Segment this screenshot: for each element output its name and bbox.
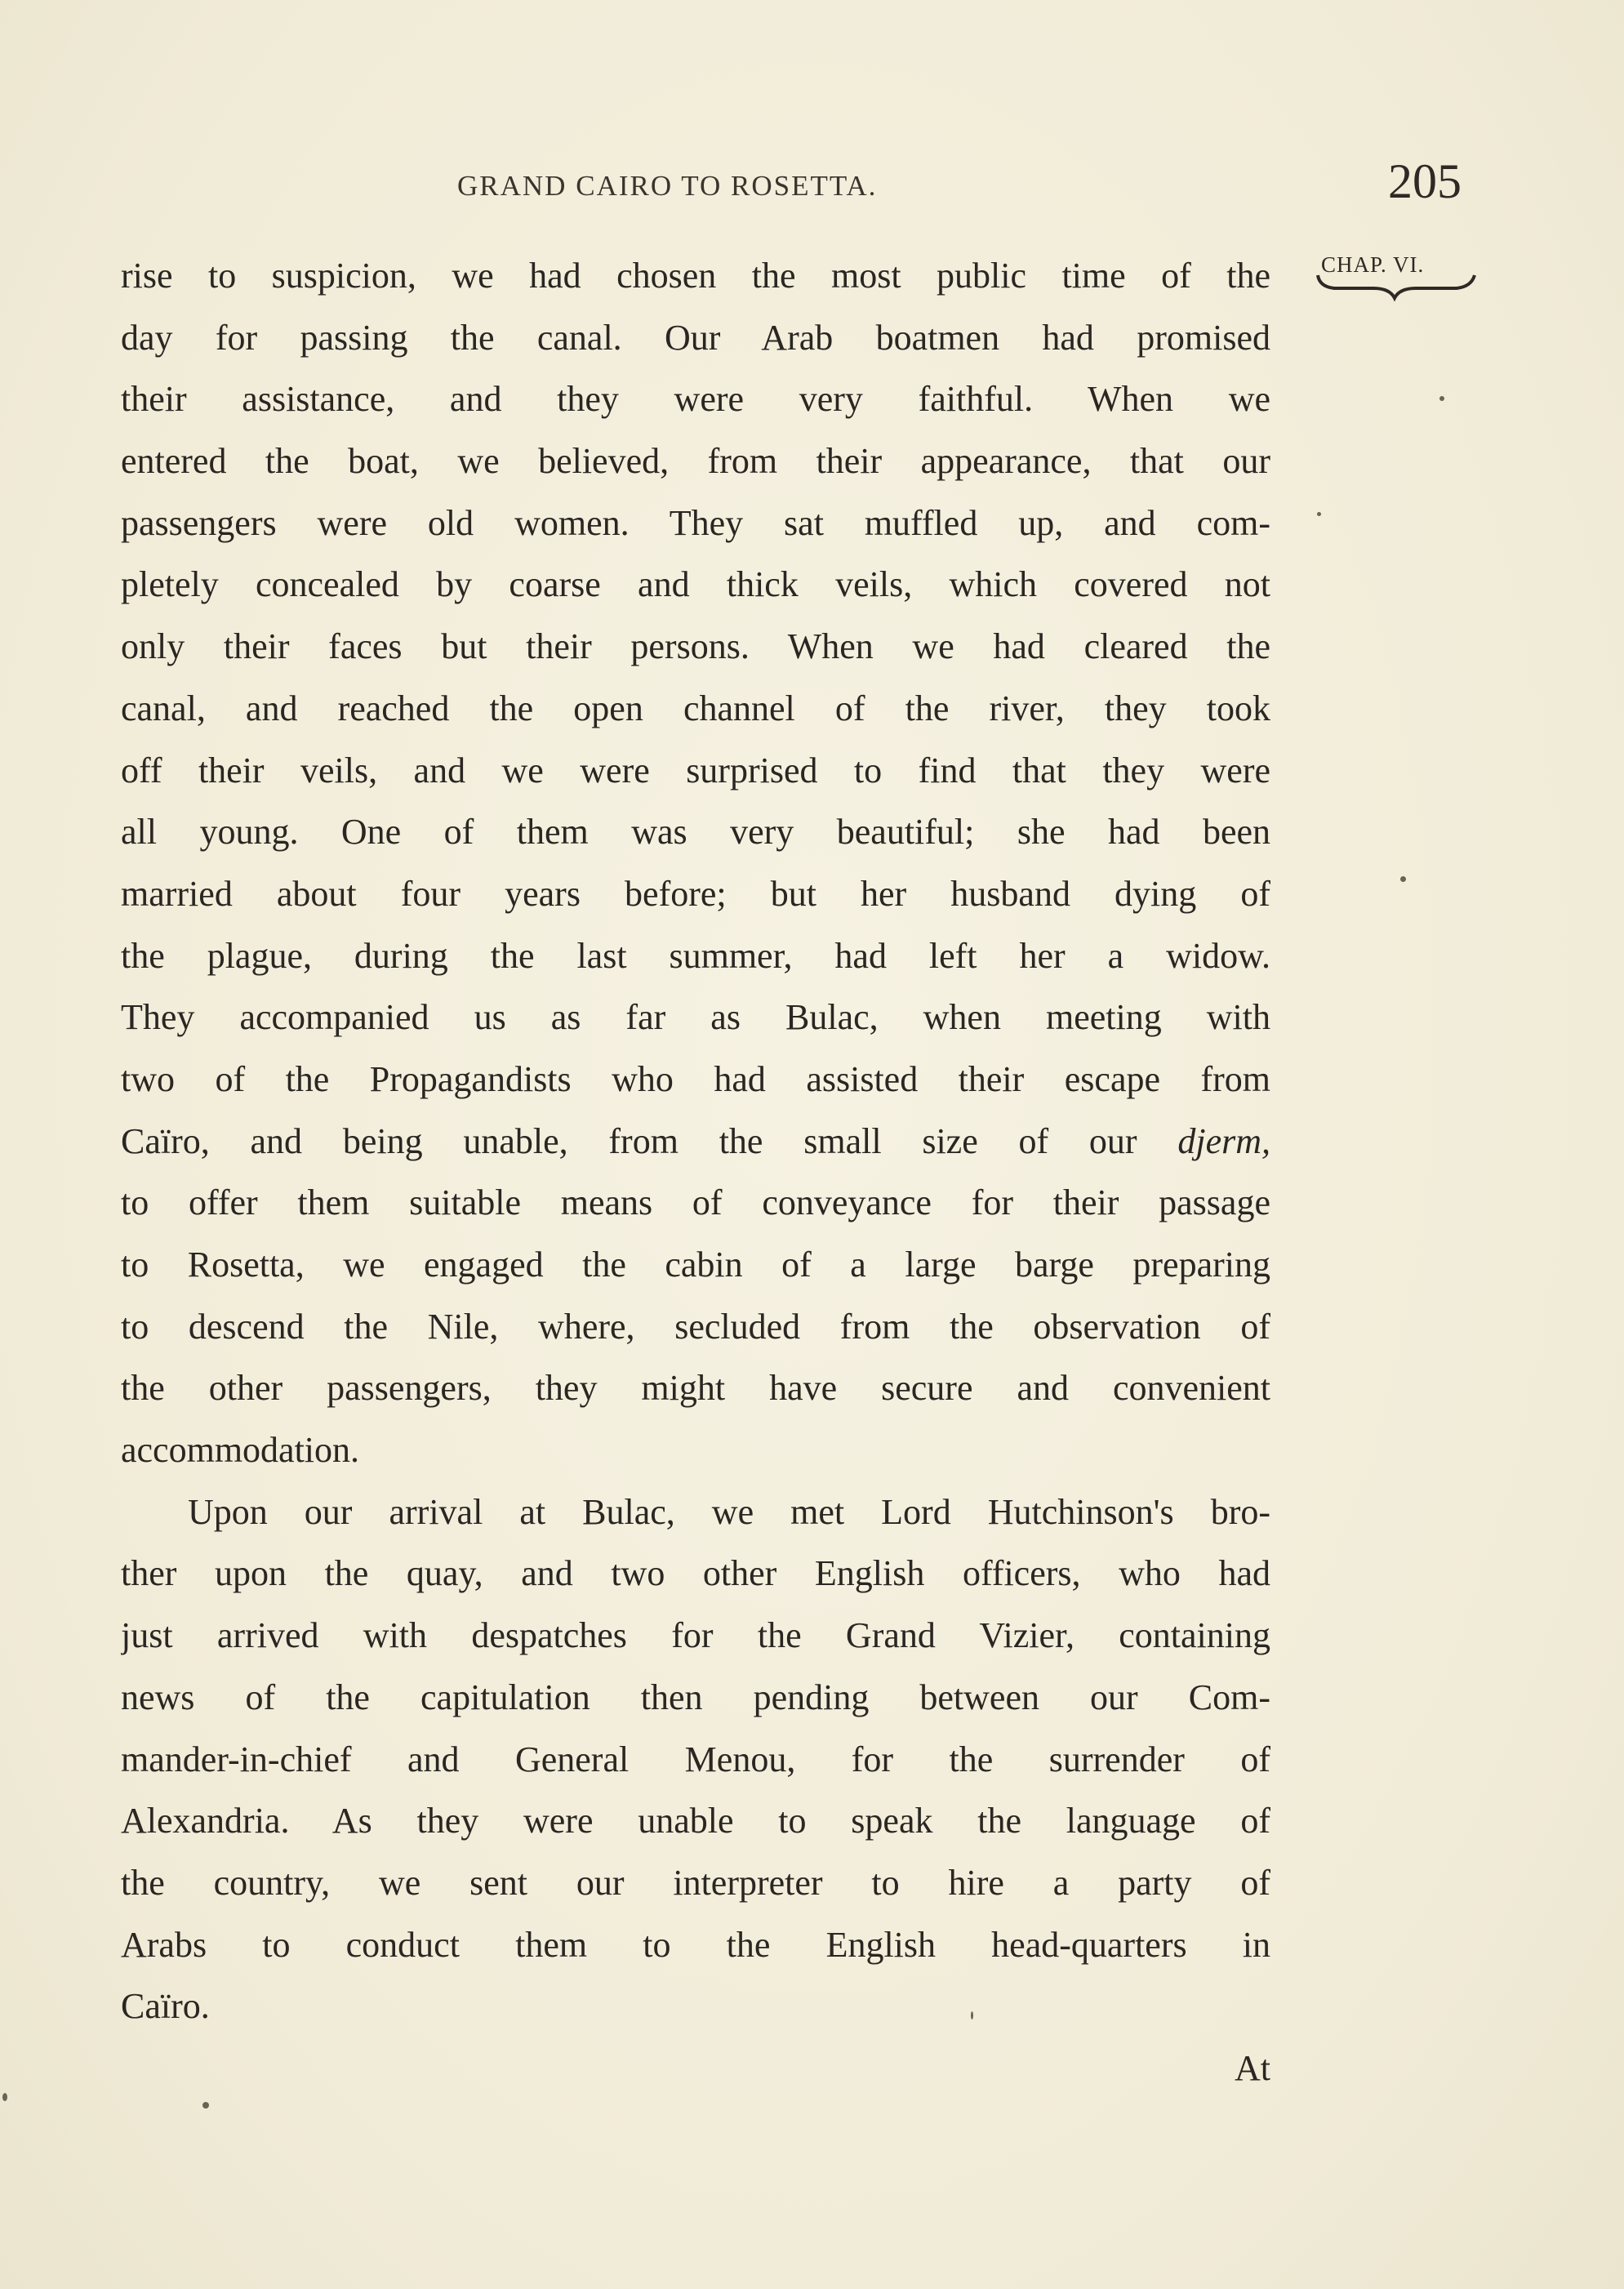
text-line-24: news of the capitulation then pending between our Com- xyxy=(121,1677,1270,1717)
page-number: 205 xyxy=(1388,154,1462,208)
text-line-29: Caïro. xyxy=(121,1986,210,2027)
text-line-4: entered the boat, we believed, from their appearance, that our xyxy=(121,441,1270,482)
text-line-25: mander-in-chief and General Menou, for the surrender of xyxy=(121,1739,1270,1779)
text-line-8: canal, and reached the open channel of the river, they took xyxy=(121,688,1270,728)
text-line-26: Alexandria. As they were unable to speak the language of xyxy=(121,1801,1270,1841)
text-line-10: all young. One of them was very beautiful; she had been xyxy=(121,812,1270,853)
text-line-3: their assistance, and they were very faithful. When we xyxy=(121,379,1270,420)
brace-ornament-icon xyxy=(1316,270,1476,303)
chapter-sidenote xyxy=(1321,252,1468,278)
text-line-15 xyxy=(121,1111,1270,1173)
text-line-23: just arrived with despatches for the Grand Vizier, containing xyxy=(121,1615,1270,1656)
paper-speck xyxy=(1439,396,1444,401)
text-line-14: two of the Propagandists who had assisted their escape from xyxy=(121,1058,1270,1099)
text-line-19: the other passengers, they might have secure and convenient xyxy=(121,1368,1270,1409)
paper-speck xyxy=(202,2102,209,2109)
text-line-22: ther upon the quay, and two other English officers, who had xyxy=(121,1553,1270,1594)
chapter-label: CHAP. VI. xyxy=(1321,252,1425,277)
paper-speck xyxy=(1400,876,1406,882)
running-head: GRAND CAIRO TO ROSETTA. xyxy=(457,170,878,202)
text-line-21: Upon our arrival at Bulac, we met Lord Hutchinson's bro- xyxy=(188,1491,1270,1532)
catchword: At xyxy=(1235,2047,1270,2088)
text-line-11: married about four years before; but her husband dying of xyxy=(121,873,1270,914)
paper-speck xyxy=(2,2093,7,2101)
text-line-28: Arabs to conduct them to the English head-quarters in xyxy=(121,1924,1270,1965)
text-line-18: to descend the Nile, where, secluded from the observation of xyxy=(121,1306,1270,1347)
text-line-15-roman: Caïro, and being unable, from the small size of our xyxy=(121,1120,1137,1161)
body-text xyxy=(121,245,1270,2100)
text-line-27: the country, we sent our interpreter to hire a party of xyxy=(121,1862,1270,1903)
text-line-13: They accompanied us as far as Bulac, when meeting with xyxy=(121,997,1270,1038)
text-line-15-italic: djerm, xyxy=(1177,1120,1270,1161)
text-line-2: day for passing the canal. Our Arab boatmen had promised xyxy=(121,317,1270,358)
text-line-6: pletely concealed by coarse and thick veils, which covered not xyxy=(121,564,1270,605)
text-line-9: off their veils, and we were surprised to find that they were xyxy=(121,750,1270,790)
text-line-7: only their faces but their persons. When we had cleared the xyxy=(121,626,1270,667)
text-line-20: accommodation. xyxy=(121,1430,360,1471)
text-line-1: rise to suspicion, we had chosen the most public time of the xyxy=(121,256,1270,296)
text-line-5: passengers were old women. They sat muffled up, and com- xyxy=(121,502,1270,543)
paper-speck xyxy=(971,2011,973,2020)
text-line-16: to offer them suitable means of conveyance for their passage xyxy=(121,1182,1270,1223)
text-line-12: the plague, during the last summer, had left her a widow. xyxy=(121,935,1270,976)
paper-speck xyxy=(1317,512,1321,516)
text-line-17: to Rosetta, we engaged the cabin of a large barge preparing xyxy=(121,1245,1270,1285)
